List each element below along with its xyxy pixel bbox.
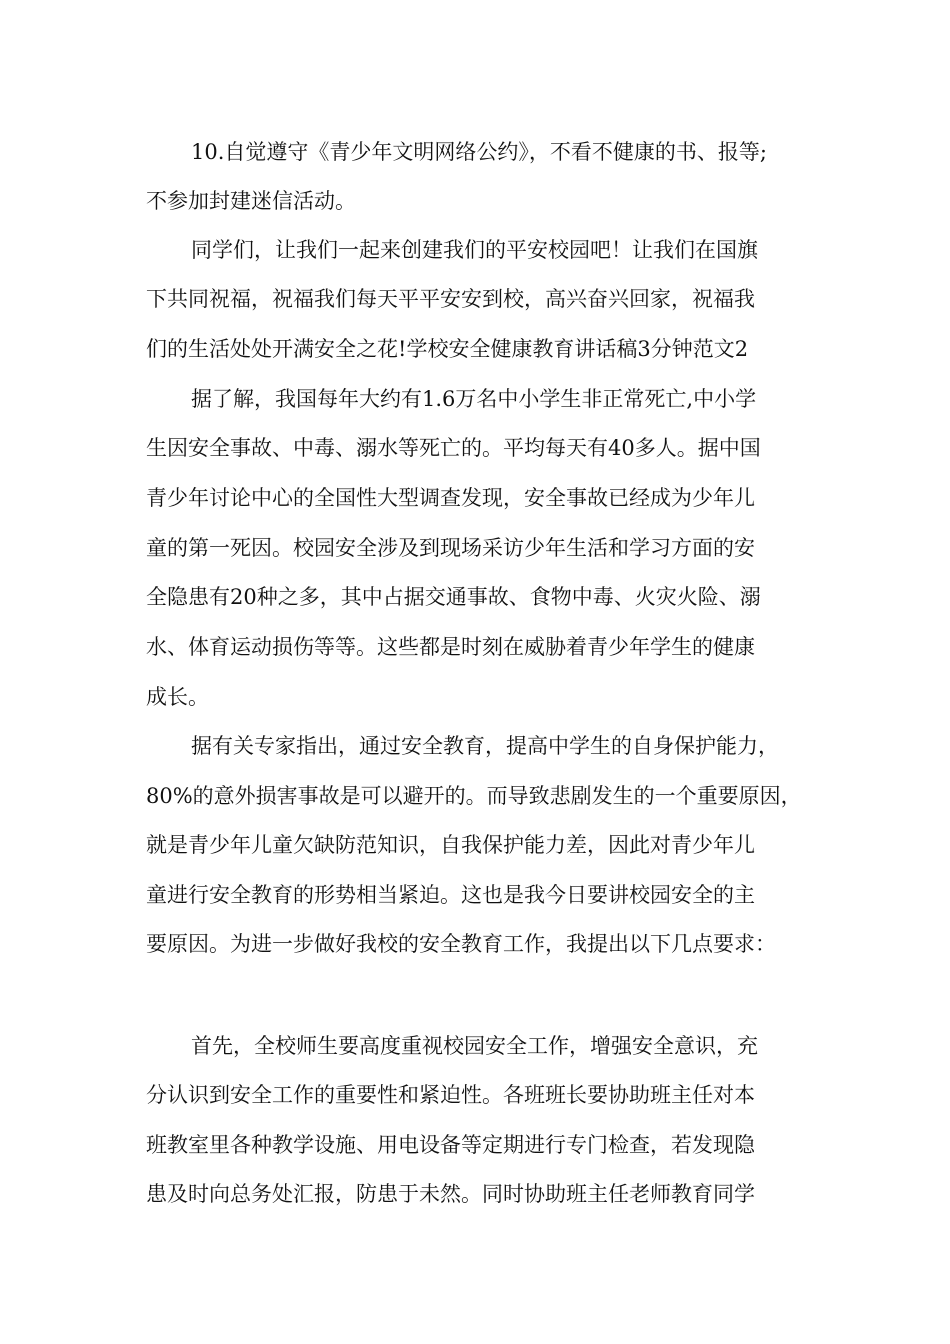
paragraph-3-line-7 xyxy=(0,682,950,712)
text-line: 据了解，我国每年大约有1.6万名中小学生非正常死亡,中小学 xyxy=(191,387,757,411)
text-line: 全隐患有20种之多，其中占据交通事故、食物中毒、火灾火险、溺 xyxy=(146,585,761,609)
text-line: 水、体育运动损伤等等。这些都是时刻在威胁着青少年学生的健康 xyxy=(146,635,755,659)
text-line: 童的第一死因。校园安全涉及到现场采访少年生活和学习方面的安 xyxy=(146,536,755,560)
paragraph-5-line-4 xyxy=(0,1179,950,1209)
paragraph-1-line-2 xyxy=(0,186,950,216)
text-line: 童进行安全教育的形势相当紧迫。这也是我今日要讲校园安全的主 xyxy=(146,883,755,907)
text-line: 生因安全事故、中毒、溺水等死亡的。平均每天有40多人。据中国 xyxy=(146,436,761,460)
text-line: 同学们，让我们一起来创建我们的平安校园吧！让我们在国旗 xyxy=(191,238,758,262)
paragraph-3-line-1 xyxy=(0,384,950,414)
text-line: 青少年讨论中心的全国性大型调查发现，安全事故已经成为少年儿 xyxy=(146,486,755,510)
paragraph-3-line-6 xyxy=(0,632,950,662)
text-line: 要原因。为进一步做好我校的安全教育工作，我提出以下几点要求： xyxy=(146,932,776,956)
paragraph-4-line-5 xyxy=(0,929,950,959)
text-line: 成长。 xyxy=(146,685,209,709)
text-line: 80%的意外损害事故是可以避开的。而导致悲剧发生的一个重要原因， xyxy=(146,784,802,808)
paragraph-2-line-3 xyxy=(0,334,950,364)
paragraph-5-line-3 xyxy=(0,1130,950,1160)
paragraph-4-line-4 xyxy=(0,880,950,910)
text-line: 班教室里各种教学设施、用电设备等定期进行专门检查，若发现隐 xyxy=(146,1133,755,1157)
text-line: 不参加封建迷信活动。 xyxy=(146,189,356,213)
paragraph-2-line-1 xyxy=(0,235,950,265)
paragraph-2-line-2 xyxy=(0,284,950,314)
paragraph-3-line-2 xyxy=(0,433,950,463)
text-line: 分认识到安全工作的重要性和紧迫性。各班班长要协助班主任对本 xyxy=(146,1083,755,1107)
text-line: 就是青少年儿童欠缺防范知识，自我保护能力差，因此对青少年儿 xyxy=(146,833,755,857)
text-line: 10.自觉遵守《青少年文明网络公约》，不看不健康的书、报等; xyxy=(191,140,767,164)
text-line: 首先，全校师生要高度重视校园安全工作，增强安全意识，充 xyxy=(191,1034,758,1058)
text-line: 下共同祝福，祝福我们每天平平安安到校，高兴奋兴回家，祝福我 xyxy=(146,287,755,311)
paragraph-4-line-1 xyxy=(0,731,950,761)
paragraph-4-line-2 xyxy=(0,781,950,811)
text-line: 据有关专家指出，通过安全教育，提高中学生的自身保护能力， xyxy=(191,734,779,758)
paragraph-3-line-5 xyxy=(0,582,950,612)
paragraph-3-line-4 xyxy=(0,533,950,563)
paragraph-5-line-1 xyxy=(0,1031,950,1061)
text-line: 患及时向总务处汇报，防患于未然。同时协助班主任老师教育同学 xyxy=(146,1182,755,1206)
paragraph-3-line-3 xyxy=(0,483,950,513)
paragraph-1-line-1 xyxy=(0,137,950,167)
paragraph-4-line-3 xyxy=(0,830,950,860)
text-line: 们的生活处处开满安全之花!学校安全健康教育讲话稿3分钟范文2 xyxy=(146,337,749,361)
paragraph-5-line-2 xyxy=(0,1080,950,1110)
